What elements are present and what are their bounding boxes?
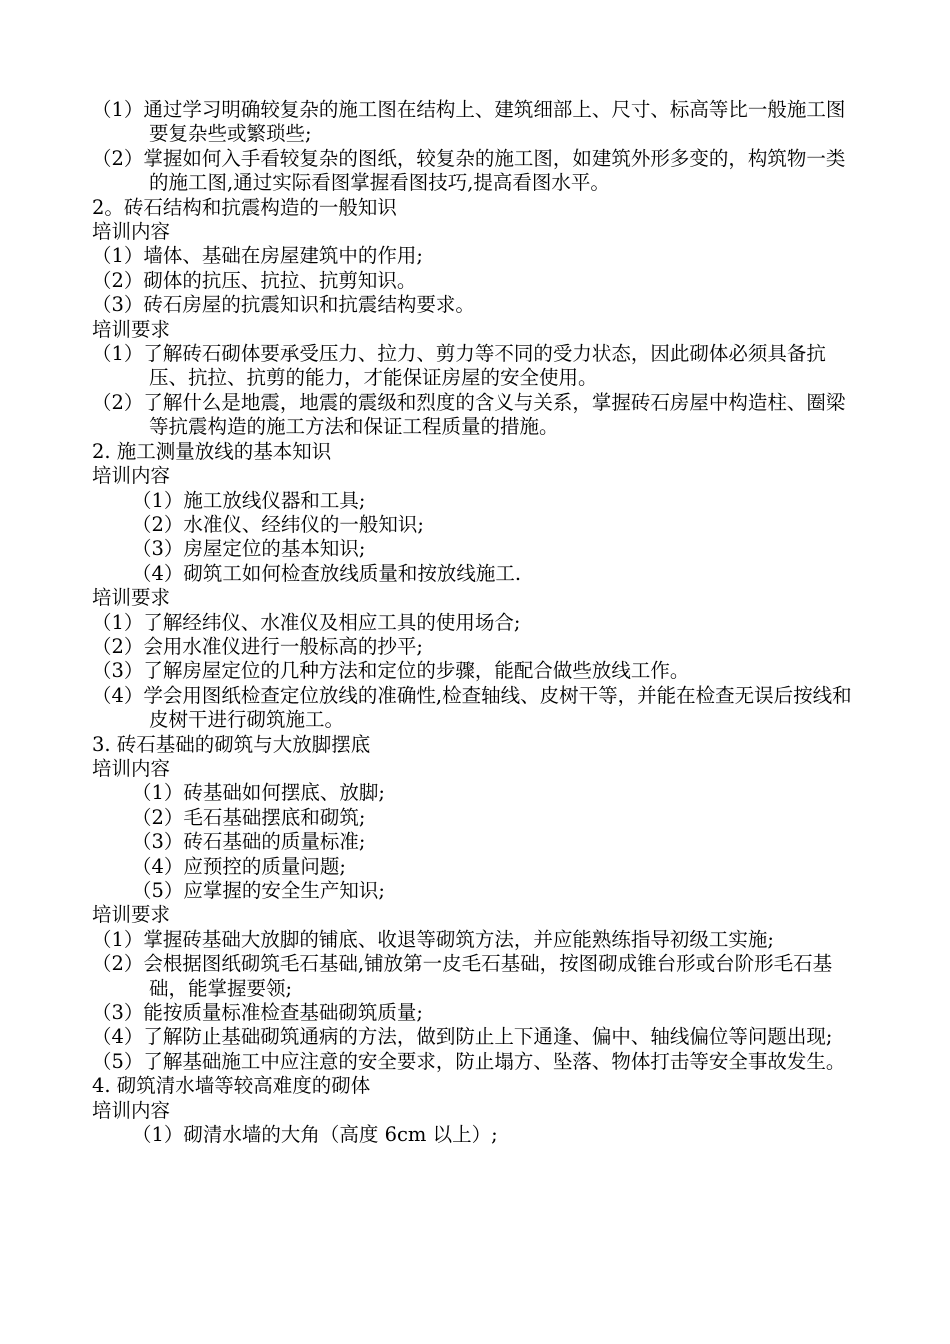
section-heading: 2。砖石结构和抗震构造的一般知识 — [92, 195, 397, 219]
list-item: （2）会根据图纸砌筑毛石基础,铺放第一皮毛石基础，按图砌成锥台形或台阶形毛石基础，能掌握要领; — [92, 952, 833, 1000]
section-heading: 2. 施工测量放线的基本知识 — [92, 439, 332, 463]
list-item: （2）砌体的抗压、抗拉、抗剪知识。 — [92, 268, 417, 292]
section-heading: 4. 砌筑清水墙等较高难度的砌体 — [92, 1074, 371, 1098]
list-item: （1）墙体、基础在房屋建筑中的作用; — [92, 244, 423, 268]
list-item: （4）砌筑工如何检查放线质量和按放线施工. — [132, 561, 522, 585]
subsection-label: 培训要求 — [92, 317, 171, 341]
list-item: （2）毛石基础摆底和砌筑; — [132, 805, 366, 829]
subsection-label: 培训内容 — [92, 1098, 171, 1122]
list-item: （1）通过学习明确较复杂的施工图在结构上、建筑细部上、尺寸、标高等比一般施工图要复杂些或繁琐些; — [92, 98, 846, 146]
subsection-label: 培训内容 — [92, 756, 171, 780]
list-item: （3）能按质量标准检查基础砌筑质量; — [92, 1001, 423, 1025]
list-item: （2）了解什么是地震，地震的震级和烈度的含义与关系，掌握砖石房屋中构造柱、圈梁等抗震构造的施工方法和保证工程质量的措施。 — [92, 390, 846, 439]
list-item: （3）砖石房屋的抗震知识和抗震结构要求。 — [92, 293, 475, 317]
list-item: （3）房屋定位的基本知识; — [132, 537, 366, 561]
list-item: （2）掌握如何入手看较复杂的图纸，较复杂的施工图，如建筑外形多变的，构筑物一类的施工图,通过实际看图掌握看图技巧,提高看图水平。 — [92, 146, 846, 195]
list-item: （3）了解房屋定位的几种方法和定位的步骤，能配合做些放线工作。 — [92, 659, 690, 683]
list-item: （1）了解经纬仪、水准仪及相应工具的使用场合; — [92, 610, 521, 634]
list-item: （5）了解基础施工中应注意的安全要求，防止塌方、坠落、物体打击等安全事故发生。 — [92, 1049, 846, 1073]
list-item: （1）施工放线仪器和工具; — [132, 488, 366, 512]
document-body — [92, 98, 862, 1147]
section-heading: 3. 砖石基础的砌筑与大放脚摆底 — [92, 732, 371, 756]
list-item: （4）学会用图纸检查定位放线的准确性,检查轴线、皮树干等，并能在检查无误后按线和皮树干进行砌筑施工。 — [92, 683, 852, 732]
list-item: （1）砌清水墙的大角（高度 6cm 以上）; — [132, 1123, 498, 1147]
subsection-label: 培训内容 — [92, 464, 171, 488]
list-item: （5）应掌握的安全生产知识; — [132, 879, 385, 902]
list-item: （1）砖基础如何摆底、放脚; — [132, 781, 385, 805]
list-item: （1）掌握砖基础大放脚的铺底、收退等砌筑方法，并应能熟练指导初级工实施; — [92, 927, 774, 951]
list-item: （2）水准仪、经纬仪的一般知识; — [132, 512, 424, 536]
subsection-label: 培训要求 — [92, 903, 171, 927]
list-item: （3）砖石基础的质量标准; — [132, 830, 366, 854]
list-item: （4）了解防止基础砌筑通病的方法，做到防止上下通逢、偏中、轴线偏位等问题出现; — [92, 1025, 833, 1049]
list-item: （2）会用水准仪进行一般标高的抄平; — [92, 634, 423, 658]
list-item: （1）了解砖石砌体要承受压力、拉力、剪力等不同的受力状态，因此砌体必须具备抗压、抗拉、抗剪的能力，才能保证房屋的安全使用。 — [92, 342, 826, 390]
subsection-label: 培训内容 — [92, 220, 171, 244]
list-item: （4）应预控的质量问题; — [132, 854, 346, 878]
subsection-label: 培训要求 — [92, 586, 171, 610]
